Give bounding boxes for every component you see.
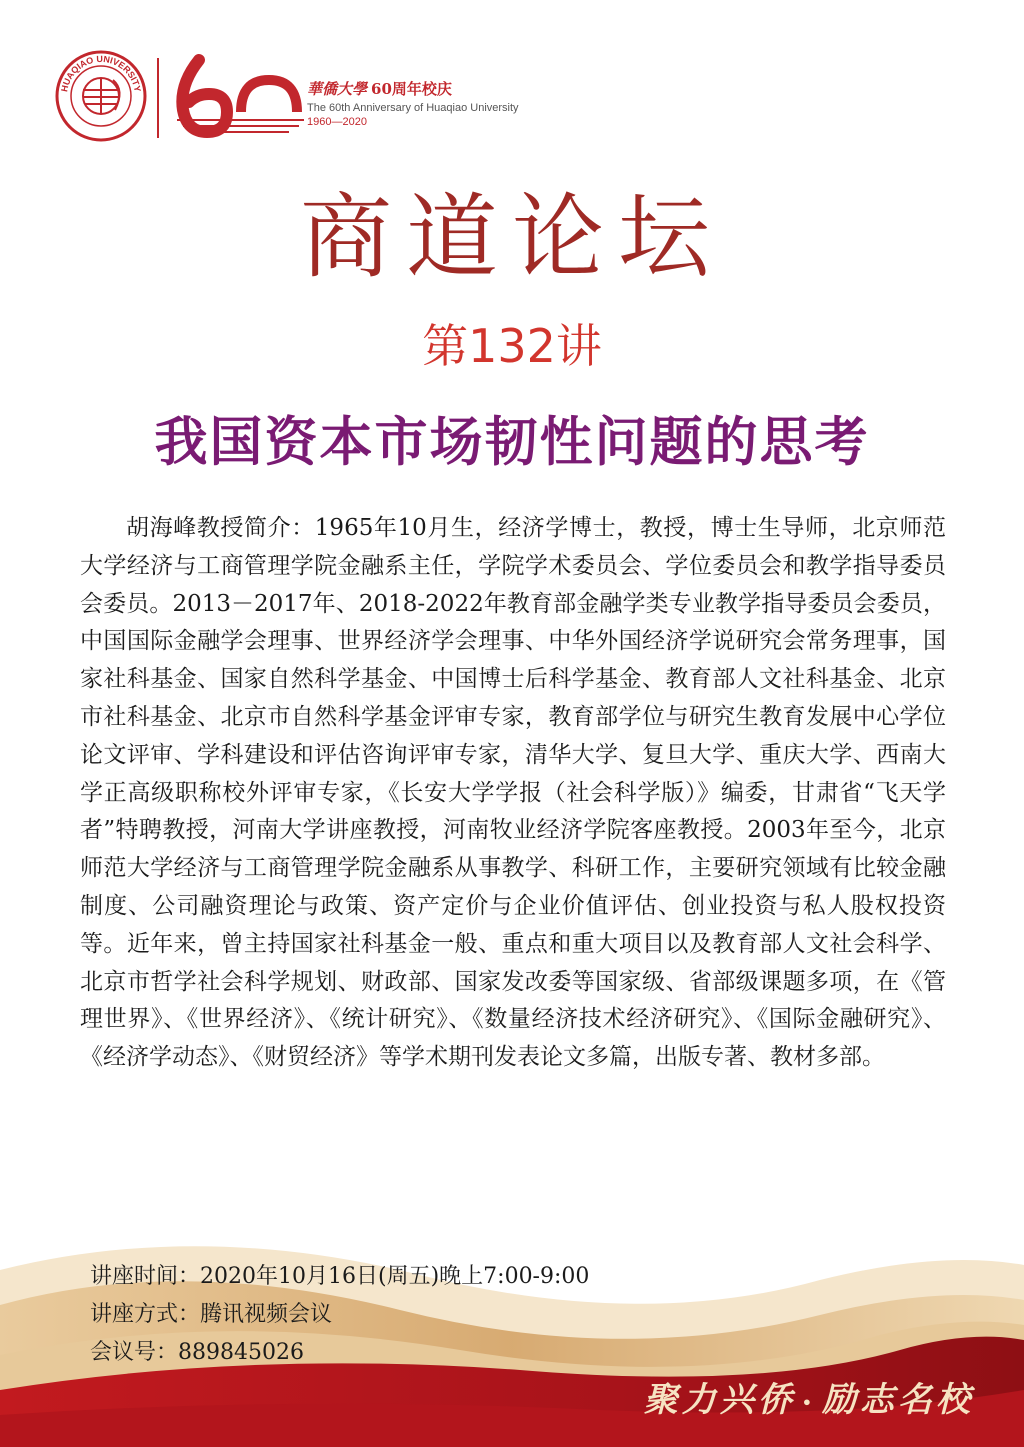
lecture-time-value: 2020年10月16日(周五)晚上7:00-9:00 [200, 1264, 590, 1289]
lecture-time-label: 讲座时间： [90, 1264, 201, 1289]
university-name-calligraphy: 華僑大學 [307, 80, 368, 98]
anniversary-years: 1960—2020 [307, 116, 367, 128]
slogan [644, 1372, 974, 1421]
slogan-right: 励志名校 [822, 1380, 974, 1420]
lecture-time [90, 1258, 589, 1296]
meeting-id-value: 889845026 [178, 1340, 304, 1365]
lecture-info [90, 1258, 589, 1372]
anniversary-label: 60周年校庆 [371, 80, 452, 98]
meeting-id [90, 1334, 589, 1372]
anniversary-text [307, 78, 577, 128]
svg-text:HUAQIAO UNIVERSITY: HUAQIAO UNIVERSITY [59, 53, 143, 93]
forum-title: 商道论坛 [299, 184, 724, 291]
speaker-bio: 胡海峰教授简介：1965年10月生，经济学博士，教授，博士生导师，北京师范大学经济与工商管理学院金融系主任，学院学术委员会、学位委员会和教学指导委员会委员。2013－2017年、2018-2022年教育部金融学类专业教学指导委员会委员，中国国际金融学会理事、世界经济学会理事、中华外国经济学说研究会常务理事，国家社科基金、国家自然科学基金、中国博士后科学基金、教育部人文社科基金、北京市社科基金、北京市自然科学基金评审专家，教育部学位与研究生教育发展中心学位论文评审、学科建设和评估咨询评审专家，清华大学、复旦大学、重庆大学、西南大学正高级职称校外评审专家，《长安大学学报（社会科学版）》编委，甘肃省“飞天学者”特聘教授，河南大学讲座教授，河南牧业经济学院客座教授。2003年至今，北京师范大学经济与工商管理学院金融系从事教学、科研工作，主要研究领域有比较金融制度、公司融资理论与政策、资产定价与企业价值评估、创业投资与私人股权投资等。近年来，曾主持国家社科基金一般、重点和重大项目以及教育部人文社会科学、北京市哲学社会科学规划、财政部、国家发改委等国家级、省部级课题多项，在《管理世界》、《世界经济》、《统计研究》、《数量经济技术经济研究》、《国际金融研究》、《经济学动态》、《财贸经济》等学术期刊发表论文多篇，出版专著、教材多部。 [80, 515, 946, 1071]
sixtieth-anniversary-logo [169, 50, 309, 142]
lecture-method-label: 讲座方式： [90, 1302, 201, 1327]
university-seal-logo [55, 50, 147, 142]
anniversary-english: The 60th Anniversary of Huaqiao University [307, 102, 519, 114]
header-logos [55, 50, 575, 145]
meeting-id-label: 会议号： [90, 1340, 179, 1365]
logo-divider [157, 58, 159, 138]
lecture-method-value: 腾讯视频会议 [200, 1302, 333, 1327]
lecture-topic: 我国资本市场韧性问题的思考 [154, 412, 870, 473]
lecture-number: 第132讲 [422, 319, 602, 373]
slogan-left: 聚力兴侨 [643, 1380, 796, 1420]
slogan-separator-dot: • [801, 1392, 816, 1412]
lecture-method [90, 1296, 589, 1334]
anniversary-title [307, 78, 577, 99]
